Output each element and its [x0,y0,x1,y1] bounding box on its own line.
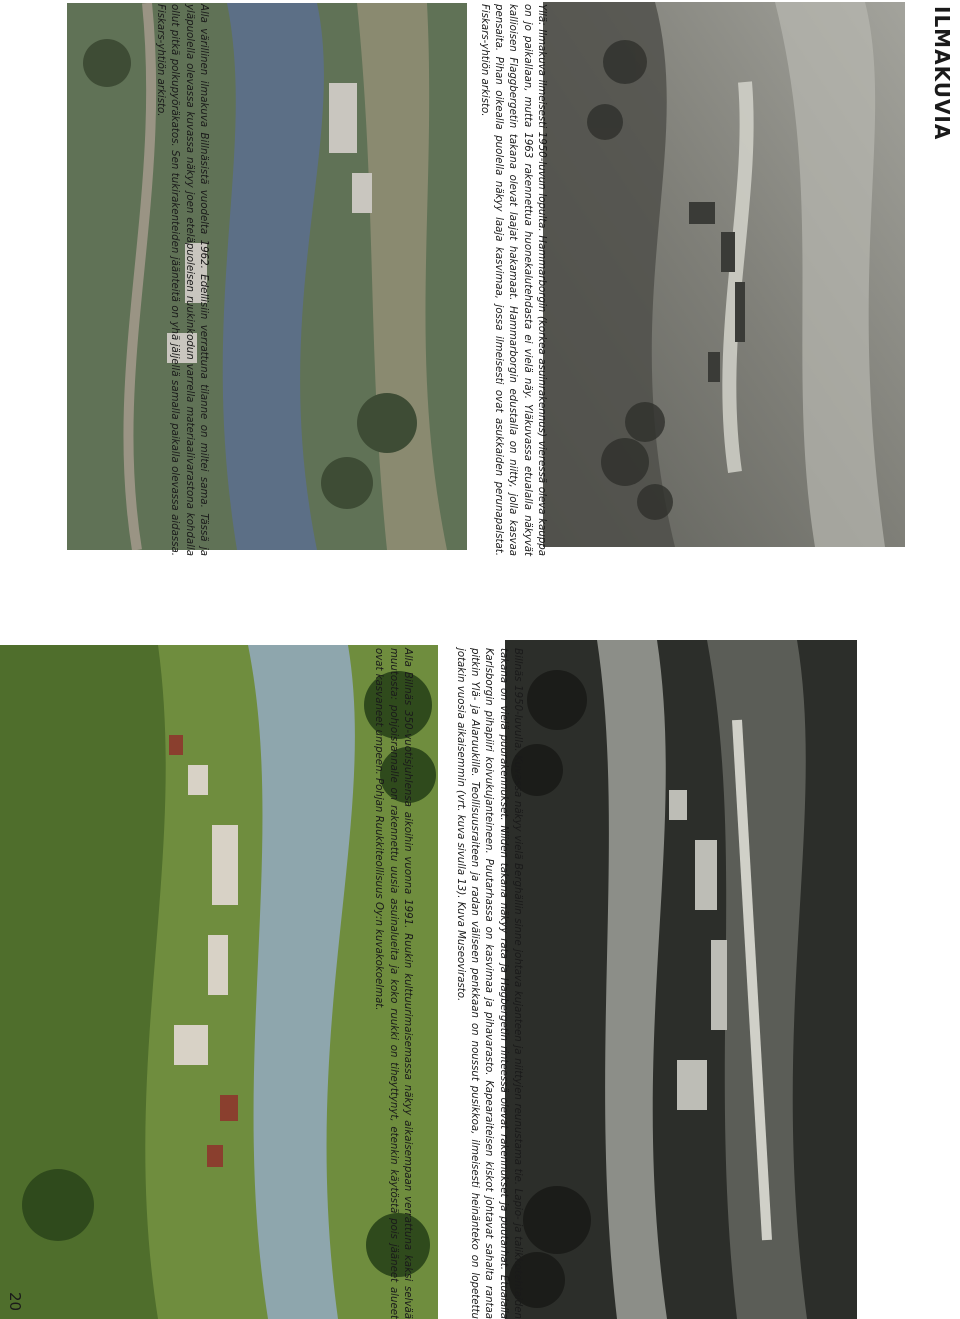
caption-text: Alla värillinen ilmakuva Billnäsistä vuodelta 1962. Edellisiin verrattuna tilanne on miltei sama. Tässä ja yläpuolella olevassa kuvassa näkyy joen eteläpuoleisen ruukinkodun varrella materiaalivarastona kohdalla ollut pitkä polkupyöräkatos. Sen tukirakenteiden jäänteitä on yhä jäljellä samalla paikalla olevassa aidassa. Fiskars-yhtiön arkisto. [155,4,209,556]
aerial-photo-old-image [543,2,905,547]
aerial-photo-bw-image [505,640,857,1319]
caption-text: Alla Billnäs 350-vuotisjuhlensa aikoihin vuonna 1991. Ruukin kulttuurimaisemassa näkyy aikaisempaan verrattuna kaksi selvää muutosta: pohjoisrannalle on rakennettu uusia asuinalueita ja koko ruukki on tiheyttynyt, etenkin käytöstä pois jääneet alueet ovat kasvaneet umpeen. Pohjan Ruukkiteollisuus Oy:n kuvakokoelmat. [373,648,413,1319]
aerial-photo-billnas-1962 [67,3,467,550]
aerial-photo-billnas-1950s [505,640,857,1319]
page-number: 20 [6,1292,24,1312]
caption-right-lower [366,648,414,1319]
caption-text: Billnäs 1950-luvulla. Kuvassa näkyy vielä Berghällin sinne johtava kujanteen ja niittyjen reunustama tie. Lapio- ja talikkotehtaiden takana on vielä puurakennukset. Niiden takana näkyy rata ja Hagbergetin rinteessä olevat rakennukset ja puutarhat. Etualalla Karlsborgin pihapiiri koivukujanteineen. Puutarhassa on kasvimaa ja pihavarasto. Kapearaiteisen kiskot johtavat sahalta rantaa pitkin Ylä- ja Alaruukille. Teollisuusraiteen ja radan väliseen penkkaan on noussut pusikkoa, ilmeisesti heinänteko on lopetettu jotakin vuosia aikaisemmin (vrt. kuva sivulla 13). Kuva Museovirasto. [454,648,523,1319]
section-title: ILMAKUVIA [930,6,954,141]
caption-bottom-left [148,4,210,556]
aerial-photo-1962-image [67,3,467,550]
caption-right-upper [448,648,524,1319]
aerial-photo-hammarborg-1950s [543,2,905,547]
caption-top-left [472,4,548,556]
caption-text: Yllä: Ilmakuva ilmeisesti 1950-luvun lopulta. Hammarborgin (korkea asuinrakennus) vieressä oleva kauppa on jo paikallaan, mutta 1963 rakennettua huonekalutehdasta ei vielä näy. Yläkuvassa etualalla näkyvät kallioisen Flaggbergetin takana olevat laajat hakamaat. Hammarborgin edustalla on niitty, jolla kasvaa pensaita. Pihan oikealla puolella näkyy laaja kasvimaa, jossa ilmeisesti ovat asukkaiden perunapalstat. Fiskars-yhtiön arkisto. [478,4,547,556]
